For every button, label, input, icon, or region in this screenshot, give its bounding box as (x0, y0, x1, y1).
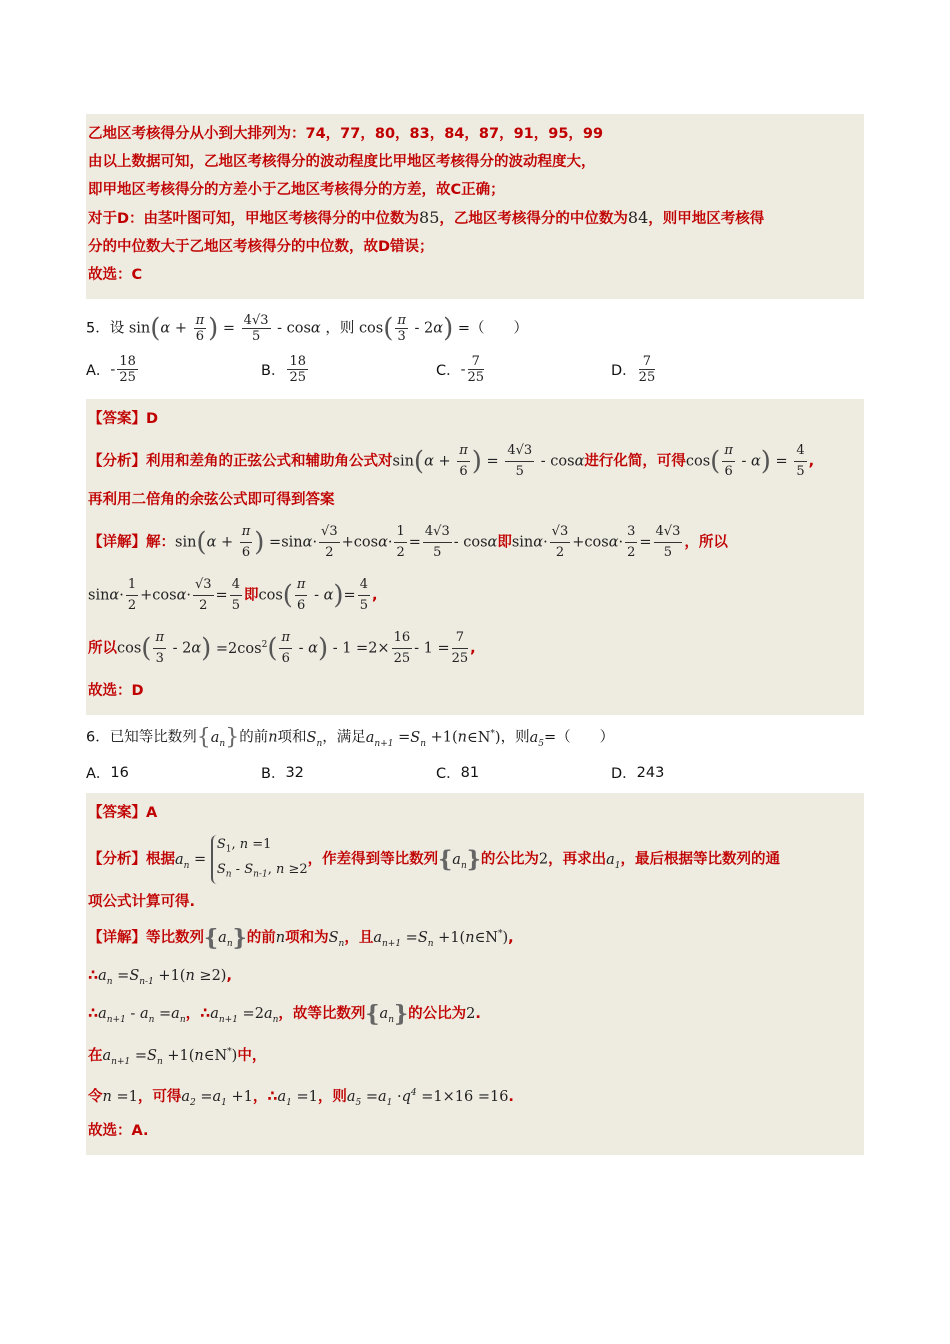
prev-line-6: 故选：C (88, 267, 143, 283)
prev-line-5: 分的中位数大于乙地区考核得分的中位数，故D错误； (88, 239, 434, 255)
page (86, 114, 864, 1155)
q6-analysis: 【分析】根据$a_n$ = $S_1$, n =1 $S_n - S_{n-1}$, n ≥2 ，作差得到等比数列$\{a_n\}$的公比为2，再求出$a_1$，最后根据等比数列的通 (88, 835, 862, 884)
median-jia: 85 (419, 208, 440, 227)
q5-analysis-2: 再利用二倍角的余弦公式即可得到答案 (88, 492, 335, 508)
q5-detail-3: 所以cos( $\frac{\pi}{3}$ - $2\alpha) =2\cos^2$( $\frac{\pi}{6}$ - α) - 1 =2× $\frac{16}{25}$ - 1 = $\frac{7}{25}$ , (88, 630, 476, 666)
q6-detail-5: 令n =1，可得$a_2 =a_1 +1$，$\therefore a_1 =1$，则$a_5 =a_1 \cdot q^4 =1\times 16 =16$. (88, 1088, 514, 1109)
option-a[interactable]: A． - $\frac{18}{25}$ (86, 354, 136, 385)
q6-analysis-2: 项公式计算可得. (88, 894, 196, 911)
prev-line-3: 即甲地区考核得分的方差小于乙地区考核得分的方差，故C正确； (88, 182, 505, 198)
q5-solution-block (86, 399, 864, 715)
option-d[interactable]: D． $\frac{7}{25}$ (611, 354, 656, 385)
question-5-options (86, 354, 786, 385)
q6-detail-3: $\therefore a_{n+1} - a_n =a_n$，$\therefore a_{n+1} =2a_n$，故等比数列$\{a_n\}$的公比为2. (88, 1000, 481, 1027)
q5-detail-1: 【详解】解：sin(α + $\frac{\pi}{6}$ ) =sinα· $\frac{√3}{2}$ +cosα· $\frac{1}{2}$ = $\frac{4√3}{5}$ - cosα即sinα· $\frac{√3}{2}$ +cosα· $\frac{3}{2}$ = $\frac{4√3}{5}$ ，所以 (88, 524, 728, 560)
q6-detail-2: $\therefore a_n =S_{n-1} +1(n \ge 2)$, (88, 967, 232, 987)
q6-detail-1: 【详解】等比数列$\{a_n\}$的前n项和为$S_n$，且$a_{n+1} =S_n$ +1(n∈N*), (88, 925, 514, 952)
q5-detail-2: sinα· $\frac{1}{2}$ +cosα· $\frac{√3}{2}$ = $\frac{4}{5}$ 即cos( $\frac{\pi}{6}$ - α)= $\frac{4}{5}$ , (88, 577, 378, 613)
q5-answer: 【答案】D (88, 411, 159, 427)
q6-solution-block (86, 793, 864, 1155)
q5-analysis: 【分析】利用和差角的正弦公式和辅助角公式对sin(α + $\frac{\pi}{6}$ ) = $\frac{4√3}{5}$ - cosα进行化简，可得cos( $\frac{\pi}{6}$ - α) = $\frac{4}{5}$ , (88, 443, 815, 479)
option-d[interactable]: D． 243 (611, 764, 665, 782)
median-yi: 84 (627, 208, 649, 227)
prev-line-2: 由以上数据可知，乙地区考核得分的波动程度比甲地区考核得分的波动程度大， (88, 154, 596, 170)
q6-answer: 【答案】A (88, 805, 158, 821)
question-6-options (86, 762, 786, 783)
option-c[interactable]: C． 81 (436, 764, 480, 782)
option-c[interactable]: C． - $\frac{7}{25}$ (436, 354, 485, 385)
prev-line-4: 对于D：由茎叶图可知，甲地区考核得分的中位数为85，乙地区考核得分的中位数为84，则甲地区考核得 (88, 208, 765, 227)
option-b[interactable]: B． $\frac{18}{25}$ (261, 354, 306, 385)
q5-choose: 故选：D (88, 683, 144, 699)
prev-answer-block (86, 114, 864, 299)
prev-line-1: 乙地区考核得分从小到大排列为：74，77，80，83，84，87，91，95，99 (88, 126, 604, 142)
q6-choose: 故选：A. (88, 1123, 149, 1140)
option-a[interactable]: A． 16 (86, 764, 129, 782)
question-6: 6．已知等比数列$\{a_n\}$的前n项和$S_n$，满足$a_{n+1} =S_n$ +1(n∈N*)，则$a_5=$（ ） (86, 725, 615, 750)
q6-detail-4: 在$a_{n+1} =S_n$ +1(n∈N*)中， (88, 1046, 267, 1067)
option-b[interactable]: B． 32 (261, 764, 304, 782)
question-5: 5．设 sin(α + $\frac{\pi}{6}$ ) = $\frac{4√3}{5}$ - cosα ，则 cos( $\frac{\pi}{3}$ - 2α) =（ ） (86, 313, 528, 344)
